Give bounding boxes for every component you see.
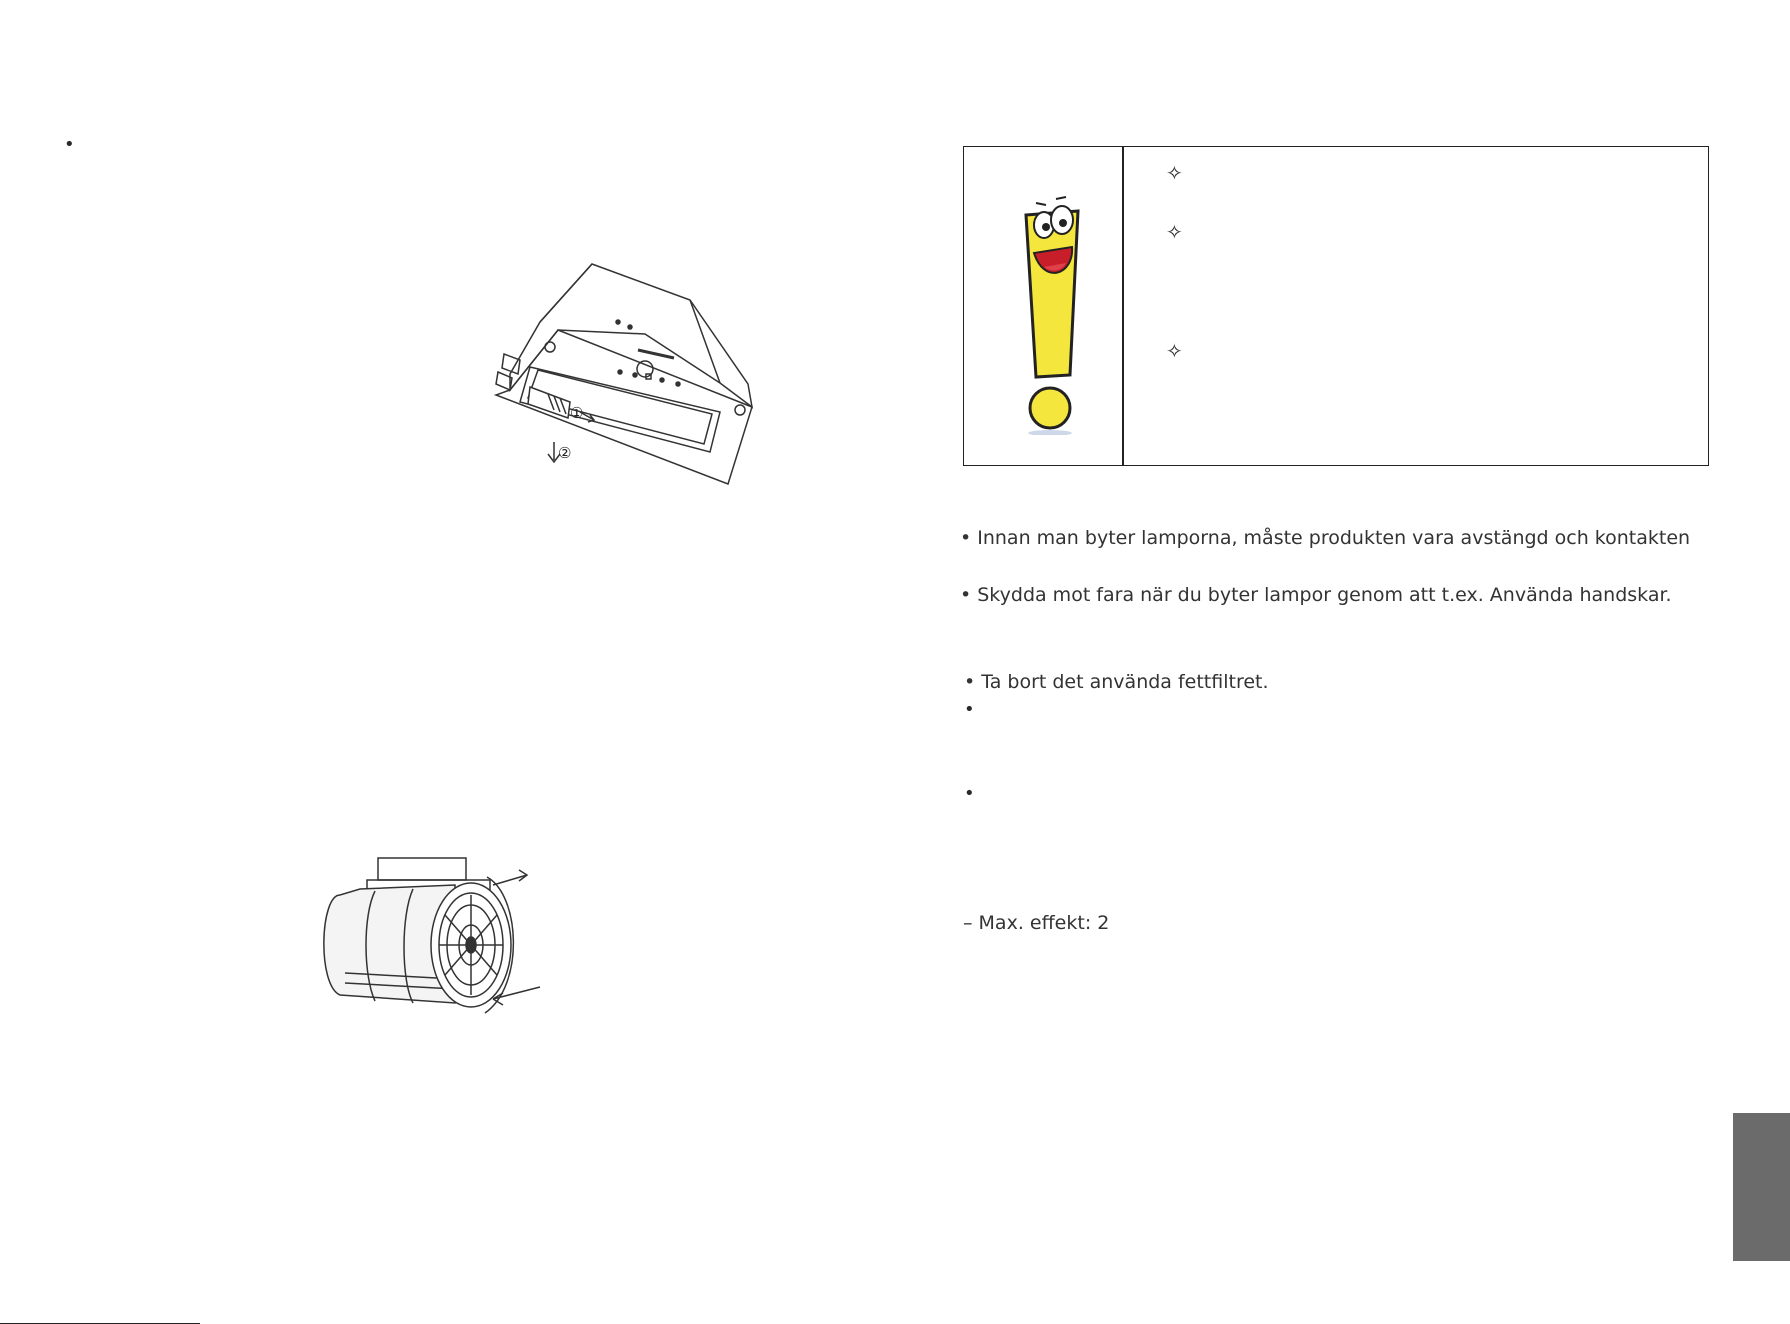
lamp-instruction-1: • Innan man byter lamporna, måste produkten vara avstängd och kontakten: [960, 527, 1691, 549]
blower-motor-diagram: [315, 855, 545, 1025]
list-bullet: •: [964, 783, 975, 804]
lamp-instruction-2: • Skydda mot fara när du byter lampor genom att t.ex. Använda handskar.: [960, 584, 1672, 606]
callout-1: ①: [570, 404, 584, 422]
chapter-tab: [1733, 1113, 1790, 1261]
warning-marker-1: ✧: [1166, 161, 1183, 185]
callout-2: ②: [558, 444, 572, 462]
warning-marker-2: ✧: [1166, 220, 1183, 244]
max-power-spec: – Max. effekt: 2: [963, 912, 1110, 934]
exclamation-mascot-icon: [1014, 175, 1094, 435]
warning-box-divider: [1122, 146, 1124, 466]
warning-box: [963, 146, 1709, 466]
list-bullet: •: [64, 134, 75, 155]
range-hood-filter-diagram: [490, 262, 760, 487]
lamp-instruction-3: • Ta bort det använda fettfiltret.: [964, 671, 1269, 693]
list-bullet: •: [964, 699, 975, 720]
warning-marker-3: ✧: [1166, 339, 1183, 363]
